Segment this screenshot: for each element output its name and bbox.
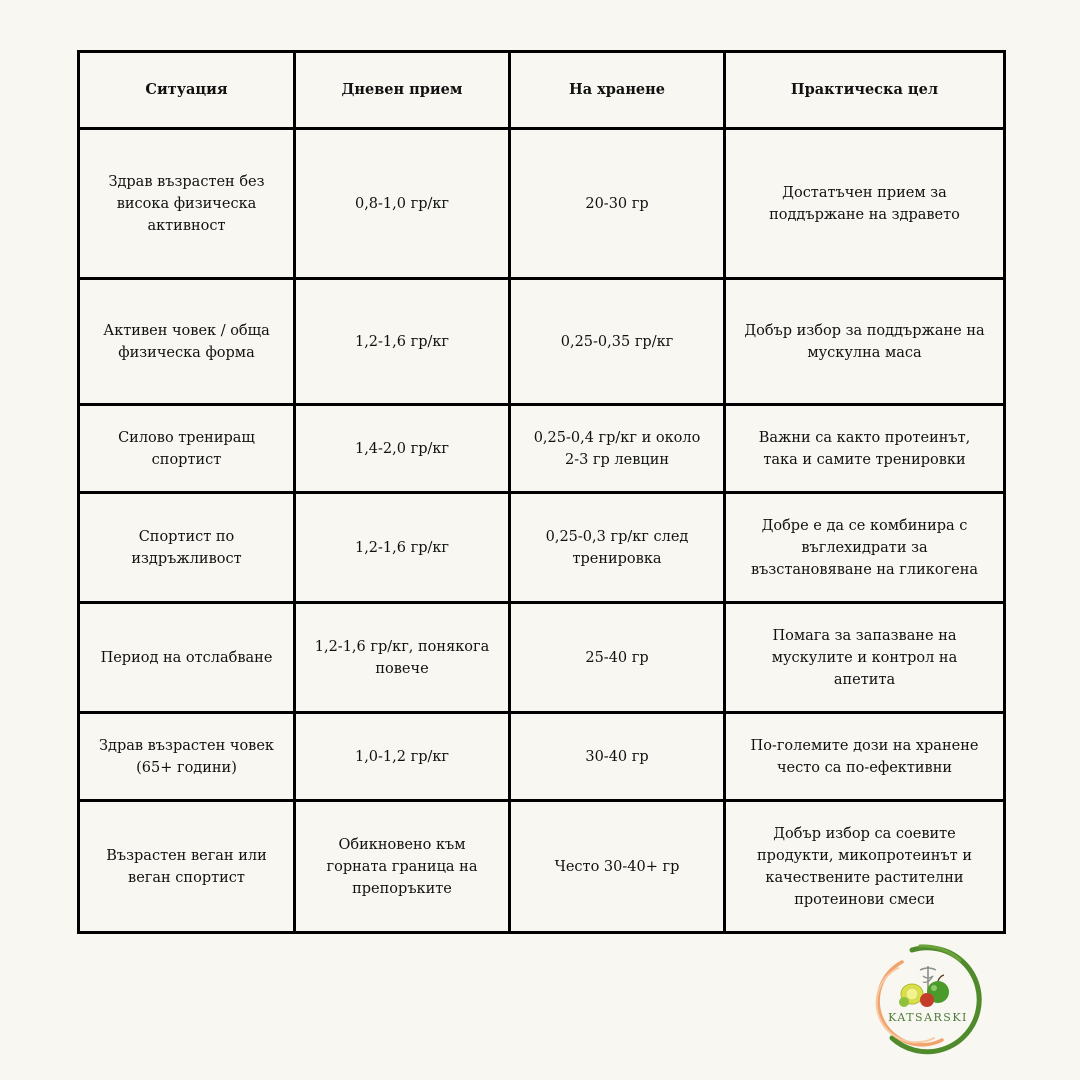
cell-practical-goal: Важни са както протеинът, така и самите тренировки [725,405,1005,493]
katsarski-logo [872,940,984,1056]
header-practical-goal: Практическа цел [725,52,1005,129]
cell-situation: Силово трениращ спортист [79,405,295,493]
cell-per-meal: 20-30 гр [510,129,725,279]
header-per-meal: На хранене [510,52,725,129]
header-situation: Ситуация [79,52,295,129]
cell-per-meal: 0,25-0,4 гр/кг и около 2-3 гр левцин [510,405,725,493]
cell-per-meal: 0,25-0,35 гр/кг [510,279,725,405]
cell-daily-intake: 1,4-2,0 гр/кг [295,405,510,493]
cell-practical-goal: Достатъчен прием за поддържане на здравето [725,129,1005,279]
table-row [79,801,1005,933]
cell-daily-intake: 1,2-1,6 гр/кг [295,279,510,405]
cell-situation: Активен човек / обща физическа форма [79,279,295,405]
cell-daily-intake: 1,0-1,2 гр/кг [295,713,510,801]
cell-per-meal: 25-40 гр [510,603,725,713]
table-row [79,713,1005,801]
cell-situation: Спортист по издръжливост [79,493,295,603]
cell-situation: Здрав възрастен човек (65+ години) [79,713,295,801]
table-row [79,279,1005,405]
header-daily-intake: Дневен прием [295,52,510,129]
cell-situation: Възрастен веган или веган спортист [79,801,295,933]
cell-per-meal: 30-40 гр [510,713,725,801]
cell-practical-goal: Добре е да се комбинира с въглехидрати за възстановяване на гликогена [725,493,1005,603]
cell-situation: Период на отслабване [79,603,295,713]
cell-per-meal: 0,25-0,3 гр/кг след тренировка [510,493,725,603]
table-row [79,493,1005,603]
cell-practical-goal: Добър избор за поддържане на мускулна маса [725,279,1005,405]
protein-intake-table [77,50,1006,934]
cell-practical-goal: По-големите дози на хранене често са по-ефективни [725,713,1005,801]
katsarski-fruit-logo-icon [872,940,984,1056]
cell-daily-intake: 1,2-1,6 гр/кг [295,493,510,603]
table-row [79,603,1005,713]
cell-practical-goal: Добър избор са соевите продукти, микопротеинът и качествените растителни протеинови смеси [725,801,1005,933]
logo-text: KATSARSKI [888,1011,968,1024]
cell-practical-goal: Помага за запазване на мускулите и контрол на апетита [725,603,1005,713]
cell-situation: Здрав възрастен без висока физическа активност [79,129,295,279]
cell-daily-intake: 1,2-1,6 гр/кг, понякога повече [295,603,510,713]
table-row [79,129,1005,279]
cell-daily-intake: Обикновено към горната граница на препоръките [295,801,510,933]
cell-per-meal: Често 30-40+ гр [510,801,725,933]
table-row [79,405,1005,493]
table-header-row [79,52,1005,129]
cell-daily-intake: 0,8-1,0 гр/кг [295,129,510,279]
